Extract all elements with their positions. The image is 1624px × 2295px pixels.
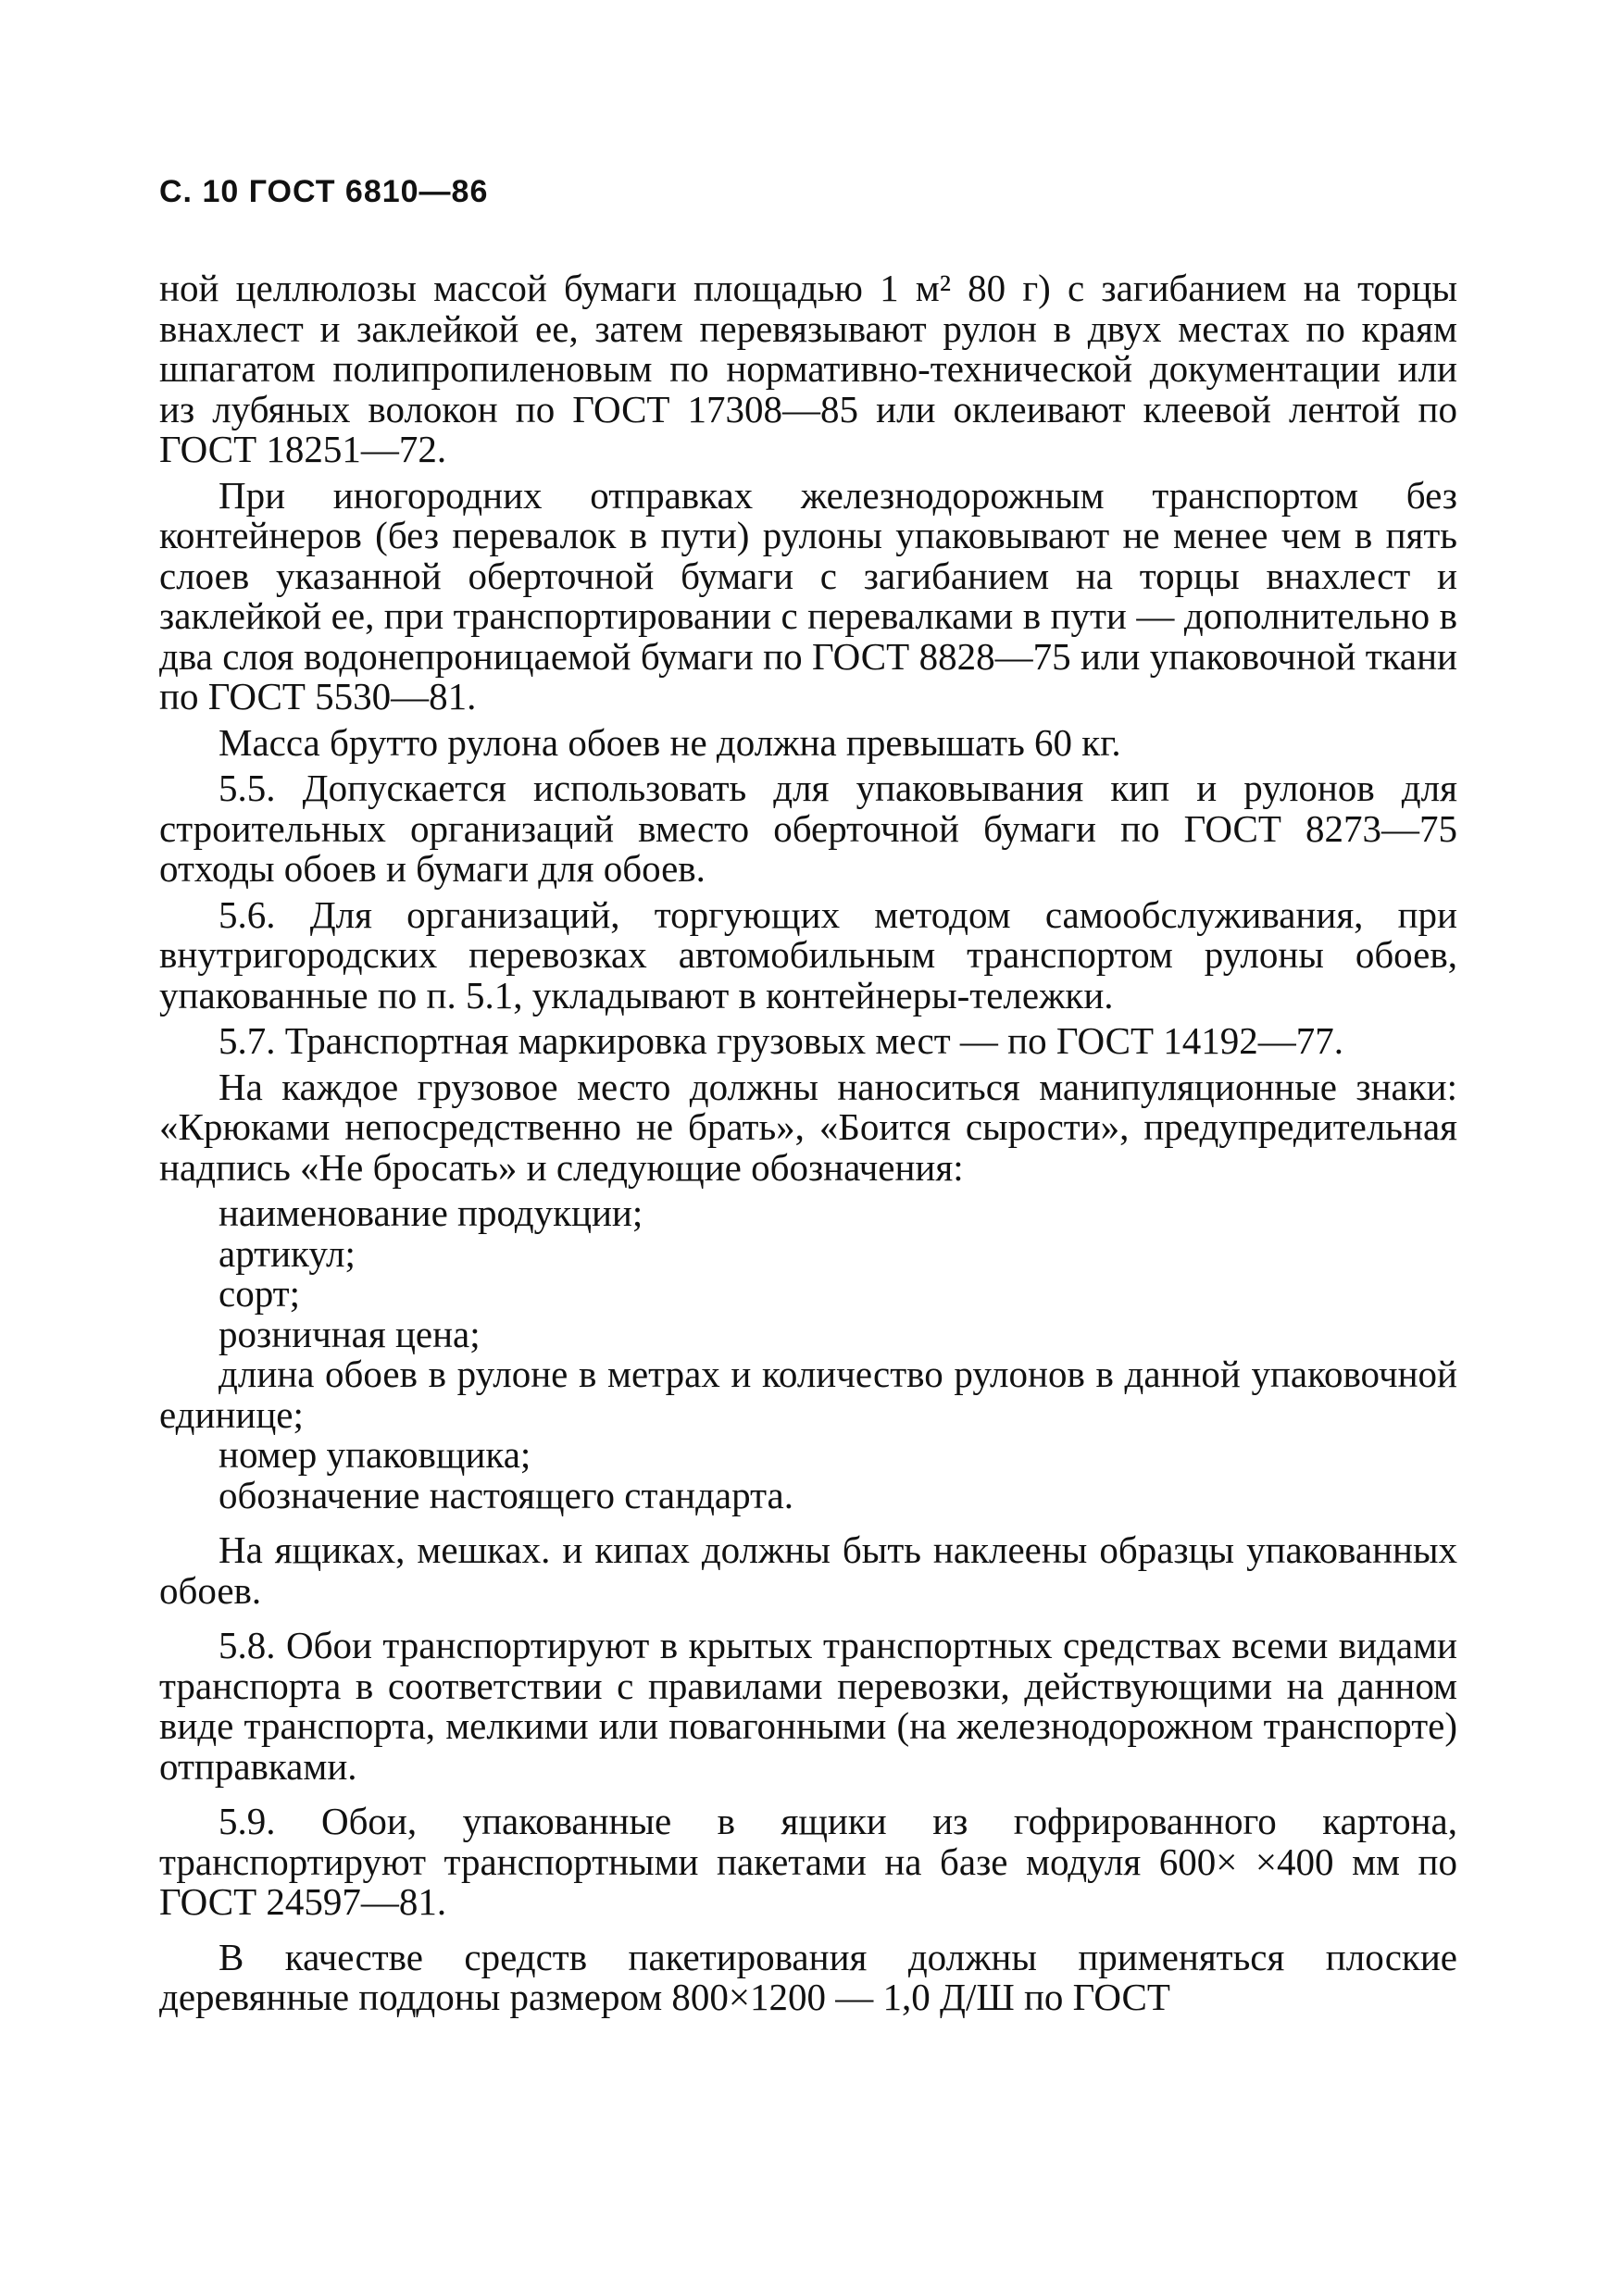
clause-5-6: 5.6. Для организаций, торгующих методом самообслуживания, при внутригородских перевозках автомобильным транспортом рулоны обоев, упакованные по п. 5.1, укладывают в контейнеры-тележки. <box>159 892 1457 1017</box>
paragraph-intercity-shipping: При иногородних отправках железнодорожным транспортом без контейнеров (без перевалок в пути) рулоны упаковывают не менее чем в пять слоев указанной оберточной бумаги с загибанием на торцы внахлест и заклейкой ее, при транспортировании с перевалками в пути — дополнительно в два слоя водонепроницаемой бумаги по ГОСТ 8828—75 или упаковочной ткани по ГОСТ 5530—81. <box>159 473 1457 717</box>
document-body <box>159 268 1457 2018</box>
clause-5-7: 5.7. Транспортная маркировка грузовых мест — по ГОСТ 14192—77. <box>219 1019 1344 1062</box>
paragraph-continuation: ной целлюлозы массой бумаги площадью 1 м² 80 г) с загибанием на торцы внахлест и заклейкой ее, затем перевязывают рулон в двух местах по краям шпагатом полипропиленовым по нормативно-технической документации или из лубяных волокон по ГОСТ 17308—85 или оклеивают клеевой лентой по ГОСТ 18251—72. <box>159 267 1457 470</box>
page-header: С. 10 ГОСТ 6810—86 <box>159 174 489 209</box>
paragraph-handling-signs: На каждое грузовое место должны наноситься манипуляционные знаки: «Крюками непосредственно не брать», «Боится сырости», предупредительная надпись «Не бросать» и следующие обозначения: <box>159 1065 1457 1189</box>
paragraph-pallets: В качестве средств пакетирования должны применяться плоские деревянные поддоны размером 800×1200 — 1,0 Д/Ш по ГОСТ <box>159 1935 1457 2018</box>
list-item-packer-number: номер упаковщика; <box>219 1433 531 1476</box>
list-item-grade: сорт; <box>219 1272 300 1315</box>
list-item-retail-price: розничная цена; <box>219 1312 481 1355</box>
paragraph-gross-mass: Масса брутто рулона обоев не должна превышать 60 кг. <box>219 720 1121 764</box>
list-item-article: артикул; <box>219 1231 356 1275</box>
list-item-standard-designation: обозначение настоящего стандарта. <box>219 1473 793 1516</box>
list-item-roll-length: длина обоев в рулоне в метрах и количество рулонов в данной упаковочной единице; <box>159 1353 1457 1436</box>
paragraph-samples: На ящиках, мешках. и кипах должны быть наклеены образцы упакованных обоев. <box>159 1528 1457 1612</box>
clause-5-9: 5.9. Обои, упакованные в ящики из гофрированного картона, транспортируют транспортными пакетами на базе модуля 600× ×400 мм по ГОСТ 24597—81. <box>159 1800 1457 1923</box>
list-item-product-name: наименование продукции; <box>219 1191 643 1234</box>
clause-5-8: 5.8. Обои транспортируют в крытых транспортных средствах всеми видами транспорта в соответствии с правилами перевозки, действующими на данном виде транспорта, мелкими или повагонными (на железнодорожном транспорте) отправками. <box>159 1624 1457 1788</box>
clause-5-5: 5.5. Допускается использовать для упаковывания кип и рулонов для строительных организаций вместо оберточной бумаги по ГОСТ 8273—75 отходы обоев и бумаги для обоев. <box>159 767 1457 890</box>
